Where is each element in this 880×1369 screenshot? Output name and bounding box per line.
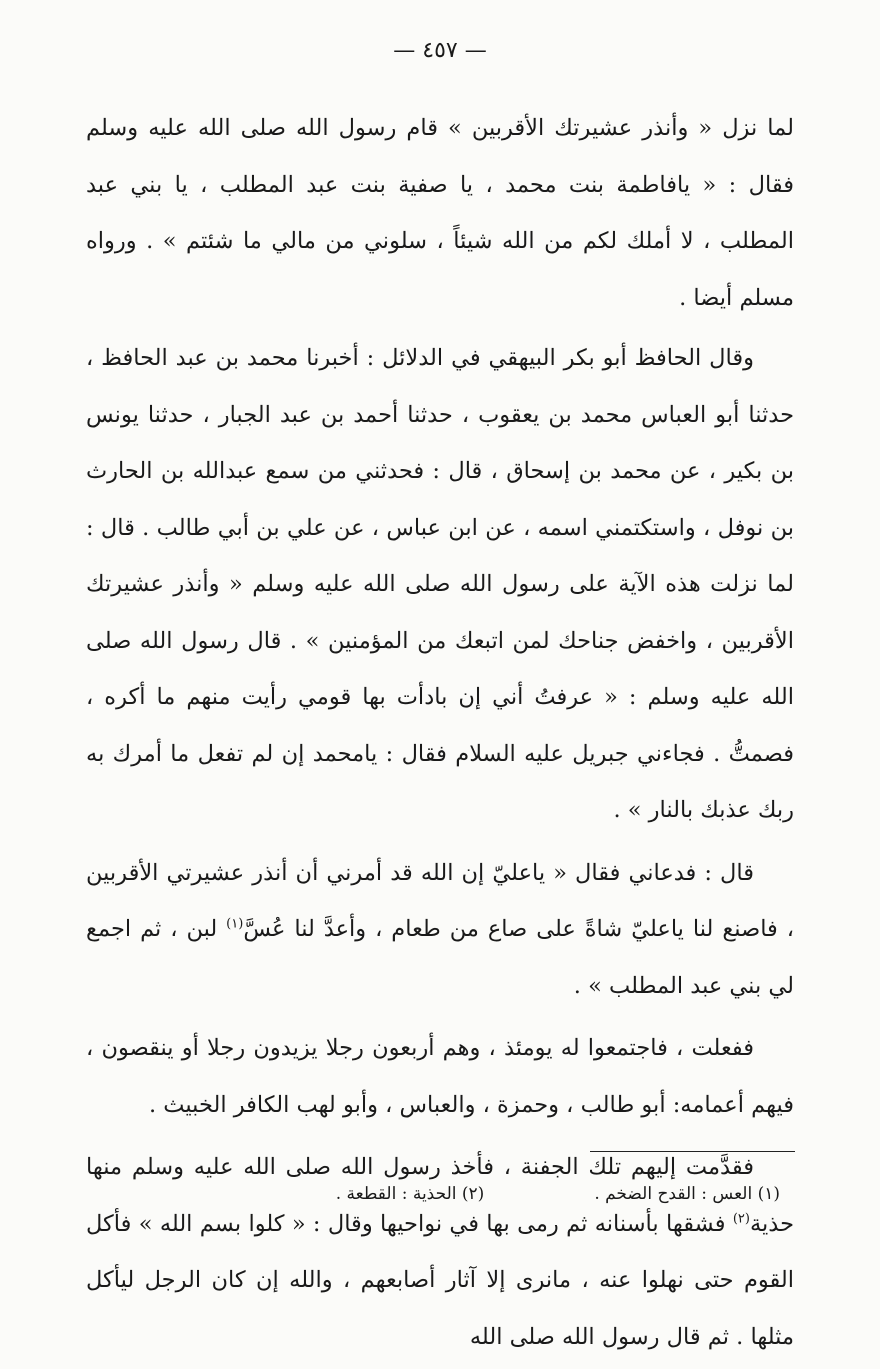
footnote-divider <box>590 1151 795 1152</box>
page-number: — ٤٥٧ — <box>393 38 487 63</box>
footnote-1: (١) العس : القدح الضخم . <box>594 1184 780 1204</box>
paragraph-5-tail: فشقها بأسنانه ثم رمى بها في نواحيها وقال : « كلوا بسم الله » فأكل القوم حتى نهلوا عنه ، مانرى إلا آثار أصابعهم ، والله إن كان الرجل ليأكل مثلها . ثم قال رسول الله صلى الله <box>86 1210 794 1350</box>
paragraph-3 <box>86 845 794 1015</box>
footnote-2: (٢) الحذية : القطعة . <box>335 1184 485 1204</box>
footnote-marker-1: (١) <box>226 916 244 932</box>
paragraph-5 <box>86 1139 794 1365</box>
paragraph-1: لما نزل « وأنذر عشيرتك الأقربين » قام رسول الله صلى الله عليه وسلم فقال : « يافاطمة بنت محمد ، يا صفية بنت عبد المطلب ، يا بني عبد المطلب ، لا أملك لكم من الله شيئاً ، سلوني من مالي ما شئتم » . ورواه مسلم أيضا . <box>86 115 794 311</box>
footnote-marker-2: (٢) <box>732 1211 750 1226</box>
paragraph-3-text: قال : فدعاني فقال « ياعليّ إن الله قد أمرني أن أنذر عشيرتي الأقربين ، فاصنع لنا ياعليّ شاةً على صاع من طعام ، وأعدَّ لنا عُسَّ <box>86 859 794 942</box>
footnotes <box>180 1184 780 1204</box>
paragraph-5-text: فقدَّمت إليهم تلك الجفنة ، فأخذ رسول الله صلى الله عليه وسلم منها حذية <box>86 1154 794 1237</box>
paragraph-4: ففعلت ، فاجتمعوا له يومئذ ، وهم أربعون رجلا يزيدون رجلا أو ينقصون ، فيهم أعمامه: أبو طالب ، وحمزة ، والعباس ، وأبو لهب الكافر الخبيث . <box>86 1035 794 1118</box>
page-text <box>86 100 794 1369</box>
paragraph-3-tail: لبن ، ثم اجمع لي بني عبد المطلب » . <box>86 916 794 999</box>
paragraph-2: وقال الحافظ أبو بكر البيهقي في الدلائل : أخبرنا محمد بن عبد الحافظ ، حدثنا أبو العباس محمد بن يعقوب ، حدثنا أحمد بن عبد الجبار ، حدثنا يونس بن بكير ، عن محمد بن إسحاق ، قال : فحدثني من سمع عبدالله بن الحارث بن نوفل ، واستكتمني اسمه ، عن ابن عباس ، عن علي بن أبي طالب . قال : لما نزلت هذه الآية على رسول الله صلى الله عليه وسلم « وأنذر عشيرتك الأقربين ، واخفض جناحك لمن اتبعك من المؤمنين » . قال رسول الله صلى الله عليه وسلم : « عرفتُ أني إن بادأت بها قومي رأيت منهم ما أكره ، فصمتُّ . فجاءني جبريل عليه السلام فقال : يامحمد إن لم تفعل ما أمرك به ربك عذبك بالنار » . <box>86 345 794 823</box>
